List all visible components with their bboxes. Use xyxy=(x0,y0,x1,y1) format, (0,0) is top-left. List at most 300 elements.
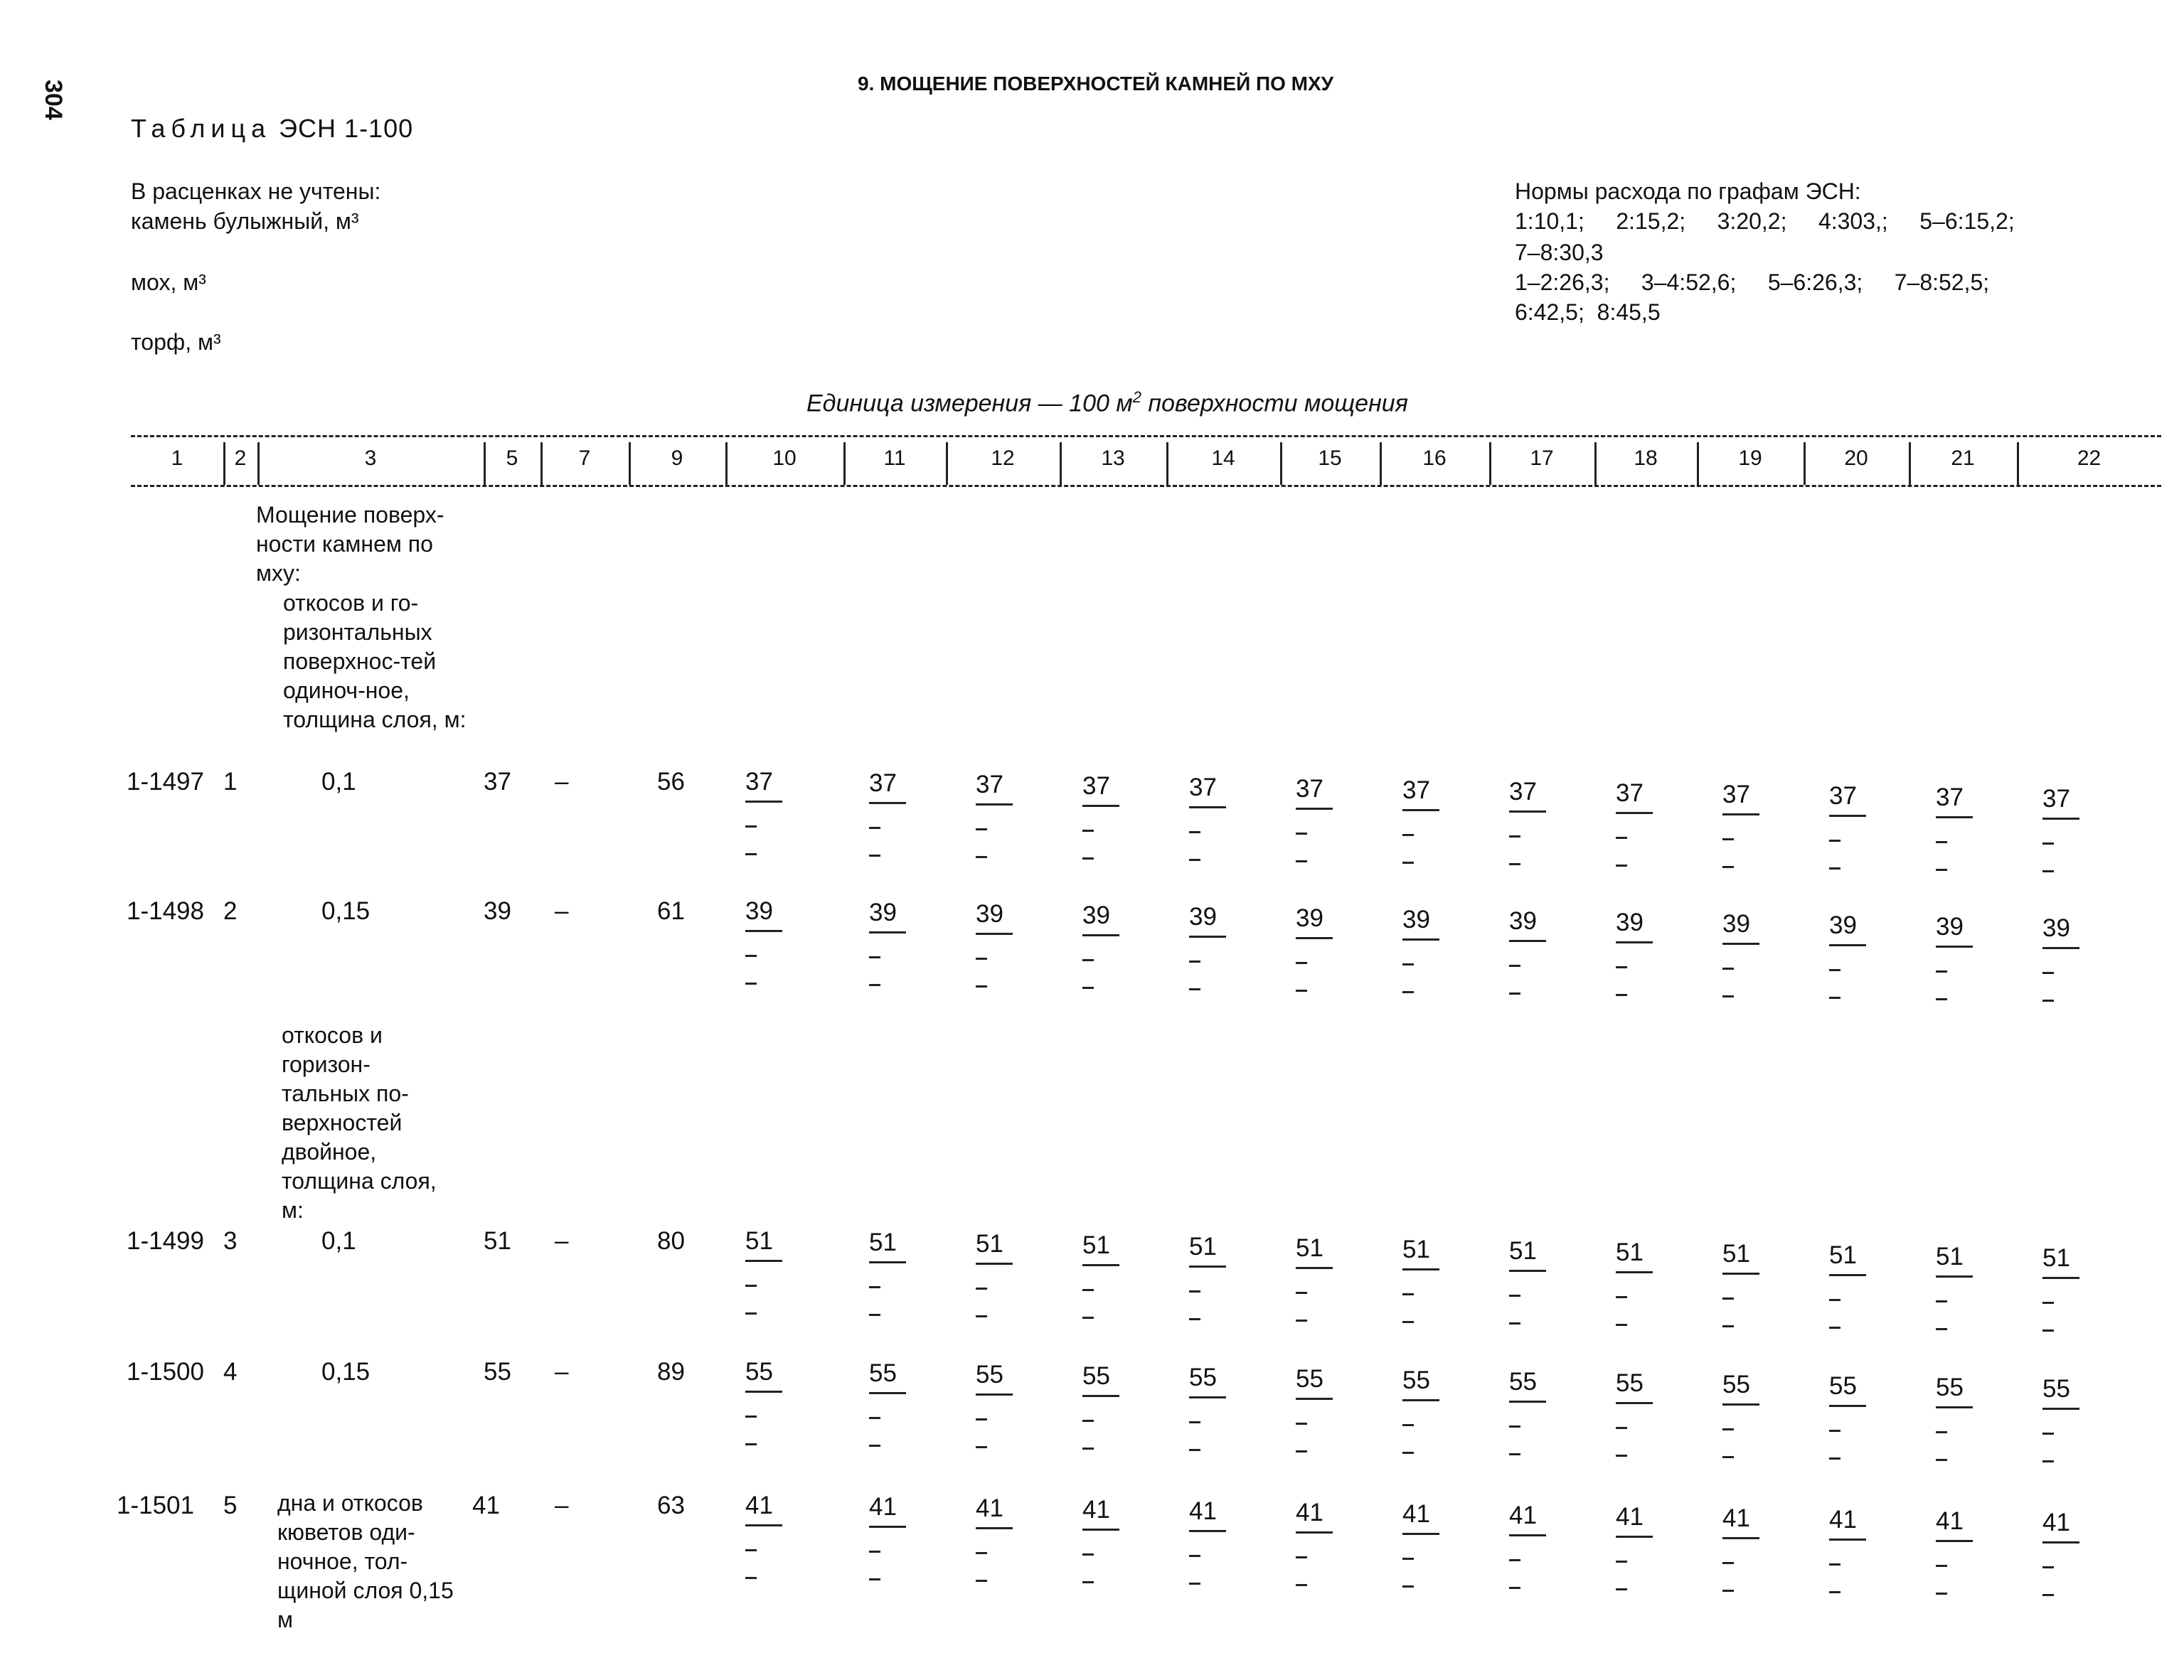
empty-dash xyxy=(1936,841,1947,843)
empty-dash xyxy=(1402,1533,1439,1535)
value-number: 41 xyxy=(1936,1507,1964,1535)
column-header-c16: 16 xyxy=(1422,446,1447,470)
column-divider xyxy=(1594,442,1597,485)
value-cell-c14 xyxy=(1189,1497,1239,1585)
value-cell-c10 xyxy=(745,768,795,855)
cell-c9: 89 xyxy=(657,1358,685,1386)
empty-dash xyxy=(1722,943,1759,945)
value-number: 55 xyxy=(1829,1372,1857,1400)
row-thickness: 0,15 xyxy=(321,1358,371,1386)
column-header-c11: 11 xyxy=(883,446,906,470)
value-number: 41 xyxy=(976,1494,1003,1522)
empty-dash xyxy=(1829,815,1866,817)
empty-dash xyxy=(1509,1587,1520,1589)
cell-c7: – xyxy=(555,897,569,925)
value-cell-c20 xyxy=(1829,782,1879,870)
empty-dash xyxy=(1936,1300,1947,1302)
cell-c9: 63 xyxy=(657,1492,685,1519)
empty-dash xyxy=(1402,963,1414,965)
empty-dash xyxy=(1936,1540,1973,1542)
empty-dash xyxy=(869,1578,880,1580)
empty-dash xyxy=(1936,1406,1973,1408)
empty-dash xyxy=(1082,934,1119,936)
value-number: 55 xyxy=(1082,1362,1110,1390)
value-cell-c20 xyxy=(1829,911,1879,999)
empty-dash xyxy=(1829,1299,1841,1301)
row-thickness: 0,15 xyxy=(321,897,371,925)
value-number: 51 xyxy=(1296,1234,1323,1262)
empty-dash xyxy=(1402,1558,1414,1560)
empty-dash xyxy=(869,1551,880,1553)
row-number: 5 xyxy=(223,1492,238,1519)
empty-dash xyxy=(2042,1566,2054,1568)
empty-dash xyxy=(745,930,782,932)
empty-dash xyxy=(2042,1000,2054,1002)
empty-dash xyxy=(745,1549,757,1551)
empty-dash xyxy=(1722,866,1734,868)
value-number: 51 xyxy=(1082,1231,1110,1259)
empty-dash xyxy=(1616,1455,1627,1457)
value-number: 37 xyxy=(1616,779,1644,807)
value-number: 51 xyxy=(976,1230,1003,1258)
empty-dash xyxy=(1402,1452,1414,1454)
empty-dash xyxy=(1936,1328,1947,1330)
value-cell-c13 xyxy=(1082,1362,1132,1450)
empty-dash xyxy=(1509,1425,1520,1428)
value-cell-c22 xyxy=(2042,1244,2092,1332)
norms-line-3: 1–2:26,3; 3–4:52,6; 5–6:26,3; 7–8:52,5; xyxy=(1515,269,1990,295)
empty-dash xyxy=(1509,1559,1520,1561)
value-number: 55 xyxy=(1722,1371,1750,1398)
empty-dash xyxy=(1189,1396,1226,1398)
value-number: 41 xyxy=(745,1492,773,1519)
empty-dash xyxy=(1616,865,1627,867)
page-number: 304 xyxy=(40,80,67,120)
empty-dash xyxy=(1189,936,1226,938)
value-cell-c21 xyxy=(1936,1243,1986,1330)
value-cell-c15 xyxy=(1296,1365,1346,1452)
empty-dash xyxy=(1616,812,1653,814)
empty-dash xyxy=(2042,870,2054,872)
empty-dash xyxy=(1722,1428,1734,1430)
value-cell-c10 xyxy=(745,1227,795,1315)
value-cell-c17 xyxy=(1509,1502,1559,1589)
value-cell-c12 xyxy=(976,771,1026,858)
value-number: 55 xyxy=(1296,1365,1323,1393)
column-divider xyxy=(725,442,728,485)
norms-line-2: 7–8:30,3 xyxy=(1515,240,1604,265)
value-cell-c12 xyxy=(976,1230,1026,1317)
empty-dash xyxy=(1082,1529,1119,1531)
empty-dash xyxy=(1936,1459,1947,1461)
empty-dash xyxy=(1296,1584,1307,1586)
unit-caption xyxy=(806,388,1408,417)
empty-dash xyxy=(869,1526,906,1528)
empty-dash xyxy=(1296,1398,1333,1400)
table-label-word: Таблица xyxy=(131,114,272,143)
value-cell-c16 xyxy=(1402,1500,1452,1588)
column-divider xyxy=(1697,442,1699,485)
column-divider xyxy=(223,442,225,485)
cell-c9: 80 xyxy=(657,1227,685,1255)
value-cell-c10 xyxy=(745,1358,795,1445)
empty-dash xyxy=(869,1286,880,1288)
empty-dash xyxy=(1722,1456,1734,1458)
value-number: 51 xyxy=(1402,1236,1430,1263)
value-number: 37 xyxy=(1296,775,1323,803)
row-code: 1-1501 xyxy=(117,1492,194,1519)
empty-dash xyxy=(1829,1563,1841,1566)
value-cell-c15 xyxy=(1296,1234,1346,1322)
value-cell-c17 xyxy=(1509,778,1559,865)
value-number: 51 xyxy=(745,1227,773,1255)
value-number: 37 xyxy=(2042,785,2070,813)
value-number: 39 xyxy=(1936,913,1964,941)
empty-dash xyxy=(1296,808,1333,810)
empty-dash xyxy=(976,803,1013,806)
value-cell-c19 xyxy=(1722,1240,1772,1327)
empty-dash xyxy=(1936,816,1973,818)
empty-dash xyxy=(976,1552,987,1554)
empty-dash xyxy=(2042,1302,2054,1304)
row-thickness: 0,1 xyxy=(321,768,356,796)
empty-dash xyxy=(976,856,987,858)
value-number: 41 xyxy=(1189,1497,1217,1525)
empty-dash xyxy=(1829,1327,1841,1329)
empty-dash xyxy=(1189,1555,1200,1557)
empty-dash xyxy=(869,931,906,933)
empty-dash xyxy=(1722,1590,1734,1592)
empty-dash xyxy=(1082,1420,1094,1422)
empty-dash xyxy=(2042,818,2079,820)
value-cell-c21 xyxy=(1936,1374,1986,1461)
cell-c9: 56 xyxy=(657,768,685,796)
empty-dash xyxy=(1722,1325,1734,1327)
column-header-c2: 2 xyxy=(234,446,247,470)
value-number: 55 xyxy=(2042,1375,2070,1403)
column-header-c3: 3 xyxy=(364,446,377,470)
empty-dash xyxy=(976,1263,1013,1265)
empty-dash xyxy=(1936,1593,1947,1595)
value-number: 37 xyxy=(1509,778,1537,806)
empty-dash xyxy=(1829,1539,1866,1541)
value-number: 51 xyxy=(1509,1237,1537,1265)
value-cell-c17 xyxy=(1509,907,1559,995)
empty-dash xyxy=(1082,1395,1119,1397)
empty-dash xyxy=(1189,1318,1200,1320)
empty-dash xyxy=(1829,867,1841,870)
empty-dash xyxy=(976,1580,987,1582)
empty-dash xyxy=(745,825,757,828)
value-number: 37 xyxy=(976,771,1003,798)
empty-dash xyxy=(1082,805,1119,807)
empty-dash xyxy=(869,802,906,804)
empty-dash xyxy=(1082,1581,1094,1583)
column-divider xyxy=(1280,442,1282,485)
value-cell-c17 xyxy=(1509,1237,1559,1325)
empty-dash xyxy=(745,801,782,803)
empty-dash xyxy=(1189,1266,1226,1268)
column-divider xyxy=(1166,442,1168,485)
row-code: 1-1497 xyxy=(127,768,204,796)
empty-dash xyxy=(1829,969,1841,971)
value-cell-c12 xyxy=(976,1361,1026,1448)
empty-dash xyxy=(1722,995,1734,997)
empty-dash xyxy=(1296,1450,1307,1452)
cell-c5: 39 xyxy=(484,897,511,925)
note-peat: торф, м³ xyxy=(131,329,221,355)
value-cell-c18 xyxy=(1616,779,1666,867)
value-cell-c18 xyxy=(1616,909,1666,996)
empty-dash xyxy=(1402,1321,1414,1323)
unit-caption-before: Единица измерения — 100 м xyxy=(806,390,1133,417)
norms-heading: Нормы расхода по графам ЭСН: xyxy=(1515,178,1861,204)
value-cell-c13 xyxy=(1082,772,1132,860)
value-cell-c21 xyxy=(1936,913,1986,1000)
value-number: 55 xyxy=(1189,1364,1217,1391)
empty-dash xyxy=(1402,991,1414,993)
value-number: 55 xyxy=(869,1359,897,1387)
value-number: 41 xyxy=(1616,1503,1644,1531)
empty-dash xyxy=(1722,1562,1734,1564)
value-number: 55 xyxy=(1616,1369,1644,1397)
empty-dash xyxy=(1082,1553,1094,1556)
value-number: 37 xyxy=(1722,781,1750,808)
column-header-c5: 5 xyxy=(506,446,518,470)
empty-dash xyxy=(1509,1534,1546,1536)
value-cell-c11 xyxy=(869,1359,919,1447)
cell-c5: 37 xyxy=(484,768,511,796)
empty-dash xyxy=(1829,997,1841,999)
empty-dash xyxy=(1402,1293,1414,1295)
row-code: 1-1500 xyxy=(127,1358,204,1386)
header-top-rule xyxy=(131,435,2161,437)
empty-dash xyxy=(1616,1324,1627,1326)
column-divider xyxy=(1060,442,1062,485)
value-cell-c19 xyxy=(1722,1504,1772,1592)
empty-dash xyxy=(1616,994,1627,996)
empty-dash xyxy=(1296,990,1307,992)
column-divider xyxy=(843,442,846,485)
value-number: 41 xyxy=(1722,1504,1750,1532)
value-number: 51 xyxy=(869,1229,897,1256)
empty-dash xyxy=(745,955,757,957)
empty-dash xyxy=(1936,998,1947,1000)
empty-dash xyxy=(1296,860,1307,862)
empty-dash xyxy=(1189,1449,1200,1451)
value-number: 51 xyxy=(1616,1238,1644,1266)
value-number: 39 xyxy=(1722,910,1750,938)
value-cell-c18 xyxy=(1616,1369,1666,1457)
table-label xyxy=(131,114,413,144)
value-cell-c13 xyxy=(1082,901,1132,989)
empty-dash xyxy=(1829,1430,1841,1432)
empty-dash xyxy=(1722,838,1734,840)
empty-dash xyxy=(976,1393,1013,1396)
value-cell-c22 xyxy=(2042,785,2092,872)
empty-dash xyxy=(1402,862,1414,864)
column-header-c14: 14 xyxy=(1211,446,1235,470)
value-cell-c14 xyxy=(1189,774,1239,861)
unit-caption-sup: 2 xyxy=(1132,388,1141,406)
empty-dash xyxy=(1616,1271,1653,1273)
empty-dash xyxy=(1616,837,1627,839)
value-number: 41 xyxy=(1402,1500,1430,1528)
value-cell-c20 xyxy=(1829,1372,1879,1460)
value-number: 39 xyxy=(1082,901,1110,929)
empty-dash xyxy=(976,1527,1013,1529)
empty-dash xyxy=(1616,1561,1627,1563)
not-included-heading: В расценках не учтены: xyxy=(131,178,381,204)
column-divider xyxy=(946,442,948,485)
empty-dash xyxy=(1722,1298,1734,1300)
empty-dash xyxy=(869,956,880,958)
note-stone: камень булыжный, м³ xyxy=(131,208,359,234)
value-cell-c15 xyxy=(1296,1499,1346,1586)
empty-dash xyxy=(1082,1289,1094,1291)
empty-dash xyxy=(1509,993,1520,995)
value-cell-c15 xyxy=(1296,904,1346,992)
empty-dash xyxy=(745,1312,757,1315)
table-label-code: ЭСН 1-100 xyxy=(279,114,414,143)
empty-dash xyxy=(745,1577,757,1579)
empty-dash xyxy=(1829,840,1841,842)
value-cell-c22 xyxy=(2042,1375,2092,1462)
empty-dash xyxy=(1296,1556,1307,1558)
value-number: 41 xyxy=(2042,1509,2070,1536)
value-number: 39 xyxy=(1296,904,1323,932)
empty-dash xyxy=(1402,1399,1439,1401)
column-header-c20: 20 xyxy=(1844,446,1868,470)
value-cell-c21 xyxy=(1936,1507,1986,1595)
value-cell-c10 xyxy=(745,1492,795,1579)
empty-dash xyxy=(1402,1268,1439,1270)
empty-dash xyxy=(1936,1275,1973,1278)
empty-dash xyxy=(1296,1320,1307,1322)
value-cell-c19 xyxy=(1722,781,1772,868)
value-number: 39 xyxy=(1189,903,1217,931)
empty-dash xyxy=(976,828,987,830)
empty-dash xyxy=(1082,987,1094,989)
empty-dash xyxy=(1082,857,1094,860)
row-number: 4 xyxy=(223,1358,238,1386)
value-number: 39 xyxy=(2042,914,2070,942)
value-number: 41 xyxy=(869,1493,897,1521)
value-number: 51 xyxy=(1936,1243,1964,1270)
value-number: 37 xyxy=(1082,772,1110,800)
empty-dash xyxy=(2042,1460,2054,1462)
cell-c7: – xyxy=(555,1227,569,1255)
empty-dash xyxy=(869,1445,880,1447)
empty-dash xyxy=(1722,813,1759,815)
empty-dash xyxy=(1509,1322,1520,1325)
empty-dash xyxy=(2042,1594,2054,1596)
empty-dash xyxy=(1722,1273,1759,1275)
column-divider xyxy=(629,442,631,485)
column-divider xyxy=(484,442,486,485)
empty-dash xyxy=(1189,1530,1226,1532)
row-code: 1-1498 xyxy=(127,897,204,925)
column-divider xyxy=(2017,442,2019,485)
cell-c5: 41 xyxy=(472,1492,500,1519)
value-number: 41 xyxy=(1829,1506,1857,1534)
column-header-c10: 10 xyxy=(772,446,797,470)
empty-dash xyxy=(1936,1565,1947,1567)
empty-dash xyxy=(1082,1448,1094,1450)
cell-c7: – xyxy=(555,1358,569,1386)
empty-dash xyxy=(976,1418,987,1420)
empty-dash xyxy=(2042,972,2054,974)
empty-dash xyxy=(1402,938,1439,941)
value-cell-c10 xyxy=(745,897,795,985)
empty-dash xyxy=(745,1391,782,1393)
column-header-c21: 21 xyxy=(1951,446,1975,470)
value-cell-c11 xyxy=(869,1229,919,1316)
row-thickness: 0,1 xyxy=(321,1227,356,1255)
value-number: 39 xyxy=(1509,907,1537,935)
empty-dash xyxy=(869,1417,880,1419)
empty-dash xyxy=(869,1261,906,1263)
value-cell-c13 xyxy=(1082,1496,1132,1583)
value-number: 37 xyxy=(1829,782,1857,810)
value-cell-c11 xyxy=(869,1493,919,1580)
empty-dash xyxy=(1616,1296,1627,1298)
value-cell-c16 xyxy=(1402,1236,1452,1323)
cell-c5: 55 xyxy=(484,1358,511,1386)
empty-dash xyxy=(1189,1290,1200,1293)
empty-dash xyxy=(1829,944,1866,946)
empty-dash xyxy=(1509,810,1546,813)
empty-dash xyxy=(1402,1585,1414,1588)
empty-dash xyxy=(1296,937,1333,939)
empty-dash xyxy=(1509,965,1520,967)
value-number: 39 xyxy=(1402,906,1430,933)
empty-dash xyxy=(1082,1317,1094,1319)
cell-c7: – xyxy=(555,768,569,796)
row-number: 1 xyxy=(223,768,238,796)
column-header-c17: 17 xyxy=(1530,446,1554,470)
empty-dash xyxy=(1509,835,1520,838)
value-cell-c19 xyxy=(1722,910,1772,997)
value-cell-c16 xyxy=(1402,776,1452,864)
empty-dash xyxy=(1722,1403,1759,1406)
value-number: 39 xyxy=(869,899,897,926)
column-header-c15: 15 xyxy=(1318,446,1342,470)
value-number: 37 xyxy=(1189,774,1217,801)
column-header-c12: 12 xyxy=(991,446,1015,470)
row-number: 3 xyxy=(223,1227,238,1255)
empty-dash xyxy=(1829,1405,1866,1407)
value-number: 55 xyxy=(1402,1366,1430,1394)
empty-dash xyxy=(1616,1536,1653,1538)
cell-c5: 51 xyxy=(484,1227,511,1255)
empty-dash xyxy=(869,1314,880,1316)
column-header-c19: 19 xyxy=(1738,446,1762,470)
header-bottom-rule xyxy=(131,485,2161,487)
empty-dash xyxy=(1509,1401,1546,1403)
section-title: 9. МОЩЕНИЕ ПОВЕРХНОСТЕЙ КАМНЕЙ ПО МХУ xyxy=(858,73,1334,95)
value-cell-c20 xyxy=(1829,1241,1879,1329)
value-cell-c16 xyxy=(1402,906,1452,993)
empty-dash xyxy=(1616,1588,1627,1590)
value-cell-c14 xyxy=(1189,903,1239,990)
empty-dash xyxy=(976,985,987,988)
value-number: 55 xyxy=(745,1358,773,1386)
empty-dash xyxy=(1829,1457,1841,1460)
empty-dash xyxy=(745,1416,757,1418)
value-number: 39 xyxy=(745,897,773,925)
empty-dash xyxy=(976,1288,987,1290)
